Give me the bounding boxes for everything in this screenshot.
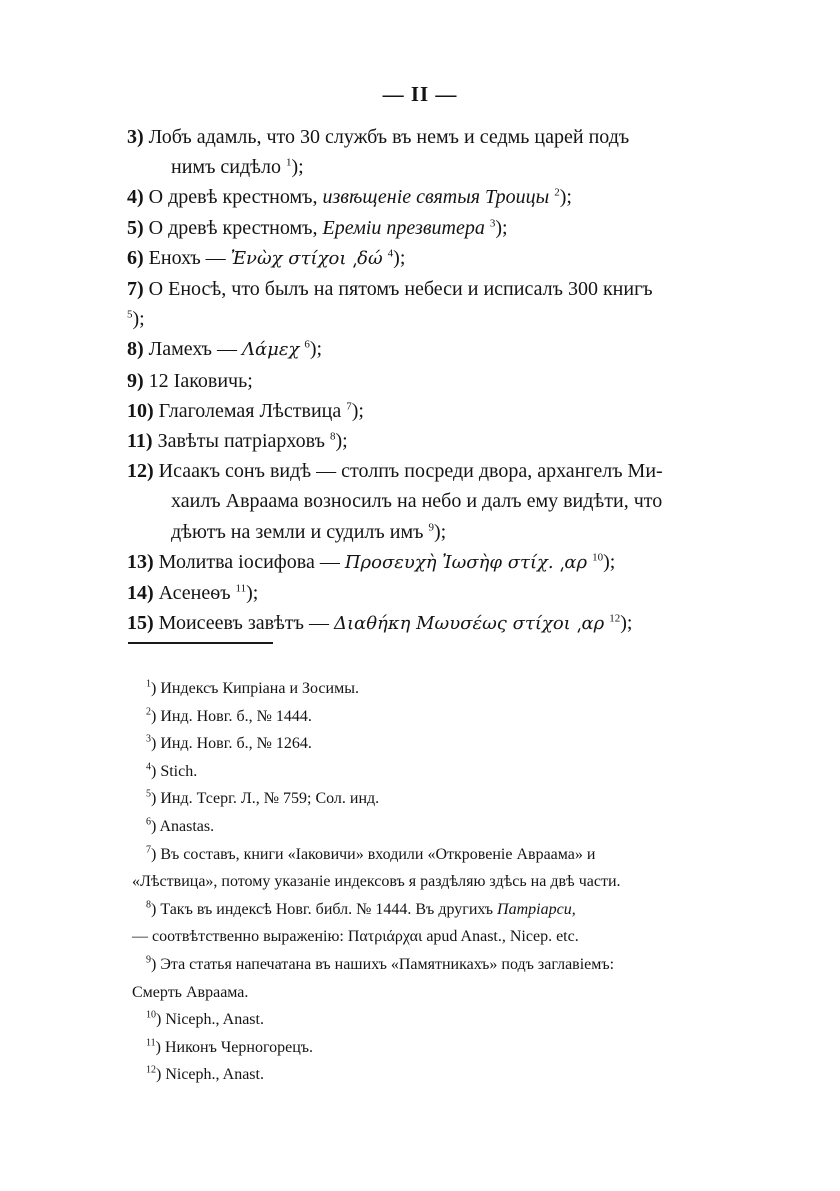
footnote-text-cont: Смерть Авраама. <box>132 983 249 1001</box>
entry-text-cont: нимъ сидѣло <box>171 156 281 179</box>
footnote-mark: 4 <box>146 761 151 773</box>
entry-list <box>127 122 672 639</box>
entry-tail: ); <box>351 399 364 422</box>
entry-text-cont: дѣютъ на земли и судилъ имъ <box>171 520 424 543</box>
footnote-text: Niceph., Anast. <box>165 1011 264 1029</box>
entry-number: 6) <box>127 246 144 269</box>
footnote: $^5$) Инд. Тсерг. Л., № 759; Сол. инд. <box>146 789 380 808</box>
entry-text-cont: хаилъ Авраама возносилъ на небо и далъ ему видѣти, что <box>171 490 663 513</box>
footnote-ref: 5 <box>127 308 133 321</box>
list-item <box>127 122 672 152</box>
footnote: $^7$) Въ составъ, книги «Іаковичи» входили «Откровеніе Авраама» и <box>146 844 596 863</box>
list-item <box>127 274 672 334</box>
entry-greek: Λάμεχ <box>241 339 300 361</box>
footnote-ref: 10 <box>592 551 604 564</box>
footnote-ref: 6 <box>304 338 310 351</box>
footnote-ref: 7 <box>346 400 352 413</box>
footnote-text-cont: — соотвѣтственно выраженію: Πατριάρχαι apud Anast., Nicep. etc. <box>132 928 579 946</box>
entry-text: О Еносѣ, что былъ на пятомъ небеси и исписалъ 300 книгъ <box>148 278 653 301</box>
footnote: $^6$) Anastas. <box>146 816 215 835</box>
entry-tail: ); <box>603 550 616 573</box>
entry-number: 5) <box>127 216 144 239</box>
footnote-text: Инд. Тсерг. Л., № 759; Сол. инд. <box>160 790 380 808</box>
footnote-list <box>132 675 677 1089</box>
entry-tail: ); <box>559 186 572 209</box>
footnote-ref: 3 <box>489 216 496 229</box>
footnote-mark: 2 <box>146 706 151 718</box>
entry-tail: ); <box>309 338 323 361</box>
footnote-ref: 8 <box>329 430 336 443</box>
list-item <box>127 578 672 608</box>
entry-tail: ); <box>433 520 447 543</box>
footnote: $^2$) Инд. Новг. б., № 1444. <box>146 706 312 725</box>
footnote-mark: 6 <box>146 816 151 828</box>
footnote-mark: 8 <box>146 899 151 911</box>
entry-greek: Ἐνὼχ στίχοι ͵δώ <box>230 247 383 269</box>
footnote-mark: 3 <box>146 733 151 745</box>
list-item <box>127 243 672 274</box>
footnote-continuation <box>132 979 677 1007</box>
footnote-text: Такъ въ индексѣ Новг. библ. № 1444. Въ другихъ <box>160 900 498 918</box>
footnote-mark: 12 <box>146 1064 156 1076</box>
entry-number: 13) <box>127 550 154 573</box>
footnote: $^1$) Индексъ Кипріана и Зосимы. <box>146 678 359 697</box>
footnote-text: Никонъ Черногорецъ. <box>164 1038 314 1056</box>
entry-number: 7) <box>127 278 144 301</box>
entry-number: 4) <box>127 186 144 209</box>
footnote-divider <box>128 642 273 644</box>
entry-text: Исаакъ сонъ видѣ — столпъ посреди двора, архангелъ Ми- <box>158 460 663 483</box>
footnote-mark: 5 <box>146 789 151 801</box>
entry-tail: ); <box>393 246 406 269</box>
entry-number: 15) <box>127 612 154 635</box>
footnote-ref: 9 <box>428 520 434 533</box>
list-item-continuation <box>127 152 672 182</box>
footnote-text: Niceph., Anast. <box>165 1066 264 1084</box>
entry-text: О древѣ крестномъ, <box>148 186 323 209</box>
footnote-text: Инд. Новг. б., № 1264. <box>160 735 312 753</box>
footnote-text: Эта статья напечатана въ нашихъ «Памятникахъ» подъ заглавіемъ: <box>160 955 615 973</box>
footnote-ref: 2 <box>554 186 560 199</box>
list-item <box>127 334 672 365</box>
footnote: $^8$) Такъ въ индексѣ Новг. библ. № 1444. Въ другихъ Патріарси, <box>146 899 576 918</box>
entry-number: 10) <box>127 399 154 422</box>
footnote-mark: 7 <box>146 844 151 856</box>
footnote-mark: 11 <box>146 1037 156 1049</box>
list-item <box>127 456 672 486</box>
list-item <box>127 213 672 243</box>
entry-text: Глаголемая Лѣствица <box>158 399 342 422</box>
entry-text: Завѣты патріарховъ <box>157 430 325 453</box>
footnote: $^3$) Инд. Новг. б., № 1264. <box>146 733 312 753</box>
entry-greek: Διαθήκη Μωυσέως στίχοι ͵αρ <box>333 613 605 635</box>
entry-number: 11) <box>127 430 153 453</box>
footnote-text: Инд. Новг. б., № 1444. <box>160 707 312 725</box>
entry-tail: ); <box>495 216 508 239</box>
footnote: $^{10}$) Niceph., Anast. <box>146 1009 264 1029</box>
list-item-continuation <box>127 486 672 516</box>
list-item <box>127 547 672 578</box>
footnote-mark: 1 <box>146 678 151 690</box>
entry-italic: извѣщеніе святыя Троицы <box>322 186 550 209</box>
entry-tail: ); <box>246 582 259 605</box>
list-item <box>127 608 672 639</box>
footnote-text-cont: «Лѣствица», потому указаніе индексовъ я раздѣляю здѣсь на двѣ части. <box>132 873 621 891</box>
footnote-italic: Патріарси, <box>497 900 576 918</box>
footnote-ref: 11 <box>235 582 247 595</box>
entry-number: 14) <box>127 582 154 605</box>
entry-text: Моисеевъ завѣтъ — <box>158 612 334 635</box>
footnote-text: Stich. <box>160 762 198 780</box>
footnote: $^4$) Stich. <box>146 761 198 780</box>
list-item <box>127 366 672 396</box>
entry-number: 9) <box>127 369 144 392</box>
footnote: $^{11}$) Никонъ Черногорецъ. <box>146 1037 314 1056</box>
footnote-ref: 1 <box>286 156 292 169</box>
footnote-continuation <box>132 923 677 951</box>
entry-text: Ламехъ — <box>148 338 242 361</box>
footnote: $^9$) Эта статья напечатана въ нашихъ «Памятникахъ» подъ заглавіемъ: <box>146 954 615 973</box>
footnote-ref: 12 <box>609 612 621 625</box>
list-item <box>127 396 672 426</box>
footnote-text: Anastas. <box>159 817 215 835</box>
footnote-mark: 9 <box>146 954 151 966</box>
entry-number: 8) <box>127 338 144 361</box>
entry-number: 12) <box>127 460 154 483</box>
entry-text: Енохъ — <box>148 246 231 269</box>
entry-greek: Προσευχὴ Ἰωσὴφ στίχ. ͵αρ <box>344 551 588 573</box>
footnote-text: Индексъ Кипріана и Зосимы. <box>160 680 359 697</box>
list-item-continuation <box>127 517 672 547</box>
entry-tail: ); <box>291 156 304 179</box>
footnote-mark: 10 <box>146 1009 156 1021</box>
entry-tail: ); <box>132 308 145 331</box>
list-item <box>127 182 672 212</box>
list-item <box>127 426 672 456</box>
entry-number: 3) <box>127 126 144 148</box>
entry-text: Асенеѳъ <box>158 582 231 605</box>
entry-text: Лобъ адамль, что 30 службъ въ немъ и седмь царей подъ <box>148 126 630 148</box>
footnote-text: Въ составъ, книги «Іаковичи» входили «Откровеніе Авраама» и <box>160 845 596 863</box>
entry-text: Молитва іосифова — <box>158 550 345 573</box>
footnote-continuation <box>132 868 677 896</box>
entry-text: О древѣ крестномъ, <box>148 216 323 239</box>
entry-italic: Ереміи презвитера <box>322 216 485 239</box>
entry-tail: ); <box>620 612 633 635</box>
entry-text: 12 Іаковичь; <box>148 369 253 392</box>
page-number: — II — <box>382 82 458 106</box>
entry-tail: ); <box>335 430 348 453</box>
footnote-ref: 4 <box>387 247 394 260</box>
footnote: $^{12}$) Niceph., Anast. <box>146 1064 264 1084</box>
